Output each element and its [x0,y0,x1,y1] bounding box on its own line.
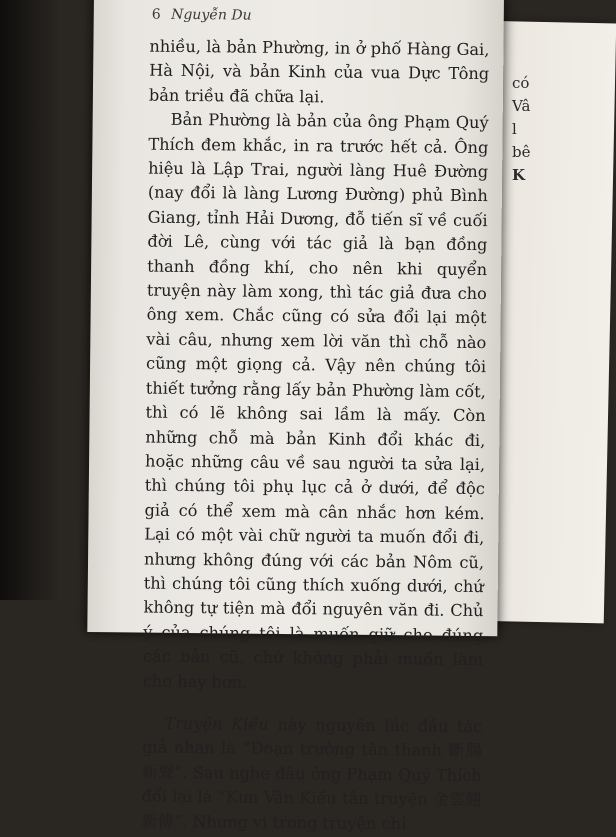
paragraph-text: nhiều, là bản Phường, in ở phố Hàng Gai, Hà Nội, và bản Kinh của vua Dực Tông bản triều đã chữa lại. [148,36,490,107]
adjacent-fragment: Vâ [512,97,531,115]
adjacent-fragment: bê [512,143,531,161]
paragraph-text: này nguyên lúc đầu tác giả nhan là “Đoạn trường tân thanh 斷腸新聲”. Sau nghe đâu ông Phạm Quý Thích đổi lại là “Kim Vân Kiều tân truyện 金雲翹新傳”. Nhưng vì trong truyện chỉ [141,714,483,833]
page-header [152,7,252,24]
paragraph-text: Bản Phường là bản của ông Phạm Quý Thích đem khắc, in ra trước hết cả. Ông hiệu là Lập Trai, người làng Huê Đường (nay đổi là làng Lương Đường) phủ Bình Giang, tỉnh Hải Dương, đỗ tiến sĩ về cuối đời Lê, cùng với tác giả là bạn đồng thanh đồng khí, cho nên khi quyển truyện này làm xong, thì tác giả đưa cho ông xem. Chắc cũng có sửa đổi lại một vài câu, nhưng xem lời văn thì chỗ nào cũng một giọng cả. Vậy nên chúng tôi thiết tưởng rằng lấy bản Phường làm cốt, thì có lẽ không sai lầm là mấy. Còn những chỗ mà bản Kinh đổi khác đi, hoặc những câu về sau người ta sửa lại, thì chúng tôi phụ lục cả ở dưới, để độc giả có thể xem mà cân nhắc hơn kém. Lại có một vài chữ người ta muốn đổi đi, nhưng không đúng với các bản Nôm cũ, thì chúng tôi cũng thích xuống dưới, chứ không tự tiện mà đổi nguyên văn đi. Chủ ý của chúng tôi là muốn giữ cho đúng các bản cũ, chứ không phải muốn làm cho hay hơn. [142,110,489,692]
book-page [87,0,504,833]
paragraph [143,108,489,697]
page-number: 6 [151,6,161,23]
running-title: Nguyễn Du [171,6,252,24]
left-shadow [0,0,60,600]
body-text [141,35,489,837]
adjacent-fragment: có [512,74,530,92]
book-title-italic: Truyện Kiều [164,713,269,734]
adjacent-fragment: K [512,166,526,184]
adjacent-fragment: l [512,120,517,138]
paragraph [149,35,490,112]
adjacent-page-text [512,72,592,187]
paragraph [141,712,482,837]
